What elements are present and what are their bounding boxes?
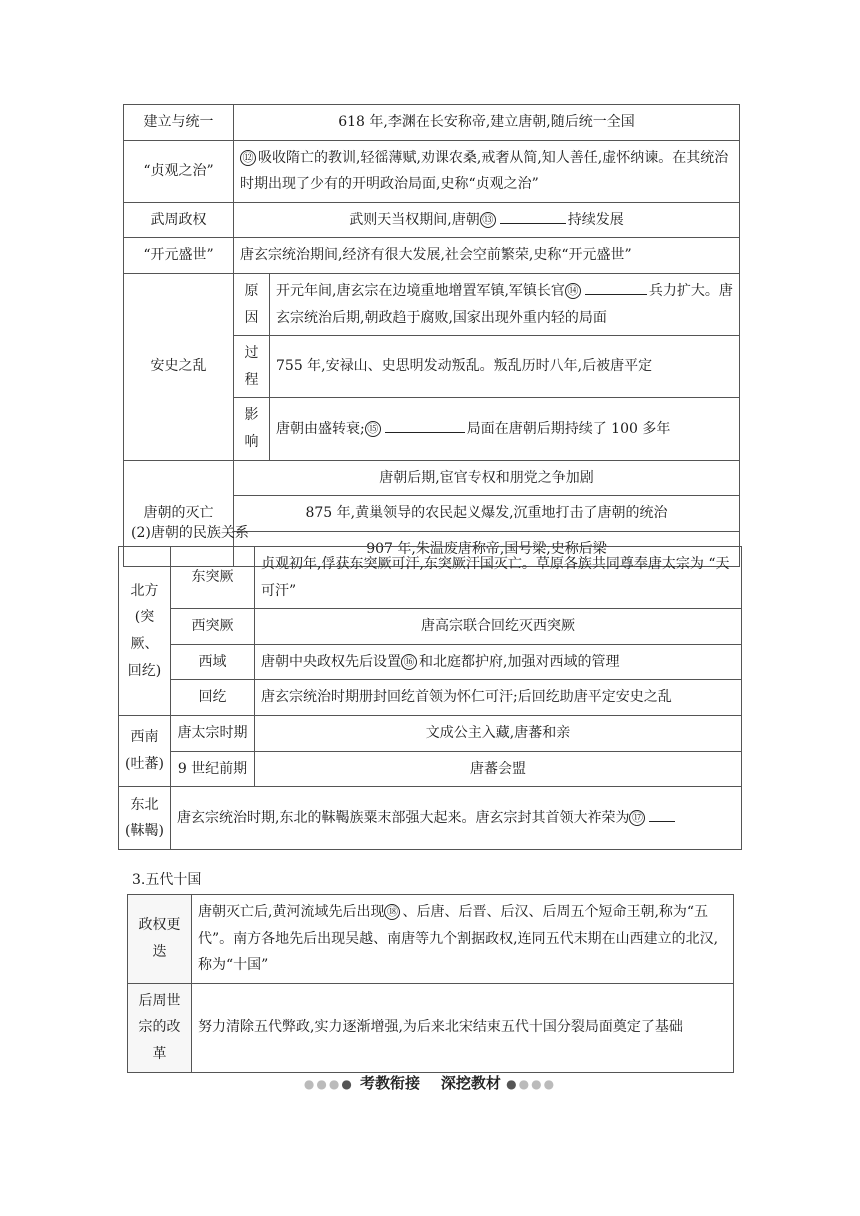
ethnic-relations-table — [118, 546, 742, 850]
row-text: 唐朝由盛转衰; ⑮ 局面在唐朝后期持续了 100 多年 — [270, 398, 740, 460]
row-label: “开元盛世” — [124, 238, 234, 274]
region-label-southwest: 西南 (吐蕃) — [119, 715, 171, 786]
row-text: 唐高宗联合回纥灭西突厥 — [255, 609, 742, 645]
row-label: 武周政权 — [124, 202, 234, 238]
row-text: 唐朝中央政权先后设置 ⑯ 和北庭都护府,加强对西域的管理 — [255, 644, 742, 680]
row-label: 安史之乱 — [124, 273, 234, 460]
fill-blank[interactable] — [649, 807, 675, 822]
circled-number: ⑯ — [401, 654, 417, 670]
dots-decoration: ●●● — [303, 1077, 342, 1091]
table-row — [119, 715, 742, 751]
table-row — [119, 609, 742, 645]
dots-decoration: ●●● — [518, 1077, 557, 1091]
row-text: ⑫ 吸收隋亡的教训,轻徭薄赋,劝课农桑,戒奢从简,知人善任,虚怀纳谏。在其统治时期出现了少有的开明政治局面,史称“贞观之治” — [234, 140, 740, 202]
row-label: 后周世 宗的改革 — [128, 983, 192, 1072]
table-row — [128, 895, 734, 984]
fill-blank[interactable] — [500, 209, 566, 224]
sub-label: 西域 — [171, 644, 255, 680]
row-text: 唐朝后期,宦官专权和朋党之争加剧 — [234, 460, 740, 496]
row-text: 唐玄宗统治期间,经济有很大发展,社会空前繁荣,史称“开元盛世” — [234, 238, 740, 274]
row-label: 政权更迭 — [128, 895, 192, 984]
five-dynasties-table — [127, 894, 734, 1073]
dots-decoration: ● — [506, 1077, 519, 1091]
row-text: 唐朝灭亡后,黄河流域先后出现 ⑱ 、后唐、后晋、后汉、后周五个短命王朝,称为“五代”。南方各地先后出现吴越、南唐等九个割据政权,连同五代末期在山西建立的北汉,称为“十国” — [192, 895, 734, 984]
table-row — [124, 460, 740, 496]
row-label: 建立与统一 — [124, 105, 234, 141]
sub-label: 9 世纪前期 — [171, 751, 255, 787]
row-text: 唐玄宗统治时期册封回纥首领为怀仁可汗;后回纥助唐平定安史之乱 — [255, 680, 742, 716]
sub-label: 东突厥 — [171, 547, 255, 609]
table-row — [119, 751, 742, 787]
sub-label: 回纥 — [171, 680, 255, 716]
section-banner — [0, 1072, 860, 1093]
row-text: 武则天当权期间,唐朝 ⑬ 持续发展 — [234, 202, 740, 238]
table-row — [124, 105, 740, 141]
table-row — [124, 273, 740, 335]
row-label: “贞观之治” — [124, 140, 234, 202]
table-row — [124, 202, 740, 238]
dots-decoration: ● — [341, 1077, 360, 1091]
fill-blank[interactable] — [385, 418, 465, 433]
row-label: 唐朝的灭亡 — [124, 460, 234, 567]
row-text: 唐蕃会盟 — [255, 751, 742, 787]
row-text: 贞观初年,俘获东突厥可汗,东突厥汗国灭亡。草原各族共同尊奉唐太宗为 “天可汗” — [255, 547, 742, 609]
row-text: 618 年,李渊在长安称帝,建立唐朝,随后统一全国 — [234, 105, 740, 141]
table-row — [119, 680, 742, 716]
table-row — [124, 140, 740, 202]
row-text: 755 年,安禄山、史思明发动叛乱。叛乱历时八年,后被唐平定 — [270, 336, 740, 398]
row-text: 875 年,黄巢领导的农民起义爆发,沉重地打击了唐朝的统治 — [234, 496, 740, 532]
region-label-northeast: 东北 (靺鞨) — [119, 787, 171, 850]
tang-dynasty-politics-table — [123, 104, 740, 567]
sub-label: 西突厥 — [171, 609, 255, 645]
circled-number: ⑰ — [629, 810, 645, 826]
row-text: 努力清除五代弊政,实力逐渐增强,为后来北宋结束五代十国分裂局面奠定了基础 — [192, 983, 734, 1072]
sub-label: 过程 — [234, 336, 270, 398]
section-heading: 3.五代十国 — [132, 872, 202, 888]
sub-label: 影响 — [234, 398, 270, 460]
sub-label: 原因 — [234, 273, 270, 335]
circled-number: ⑬ — [480, 212, 496, 228]
circled-number: ⑫ — [240, 150, 256, 166]
circled-number: ⑮ — [365, 421, 381, 437]
row-text: 唐玄宗统治时期,东北的靺鞨族粟末部强大起来。唐玄宗封其首领大祚荣为 ⑰ — [171, 787, 742, 850]
table-row — [128, 983, 734, 1072]
section-heading: (2)唐朝的民族关系 — [131, 525, 249, 541]
banner-right-text: 深挖教材 — [440, 1074, 501, 1092]
table-row — [119, 787, 742, 850]
region-label-north: 北方 (突厥、 回纥) — [119, 547, 171, 716]
fill-blank[interactable] — [585, 280, 647, 295]
row-text: 907 年,朱温废唐称帝,国号梁,史称后梁 — [234, 531, 740, 567]
row-text: 开元年间,唐玄宗在边境重地增置军镇,军镇长官 ⑭ 兵力扩大。唐玄宗统治后期,朝政趋于腐败,国家出现外重内轻的局面 — [270, 273, 740, 335]
table-row — [124, 238, 740, 274]
row-text: 文成公主入藏,唐蕃和亲 — [255, 715, 742, 751]
table-row — [119, 644, 742, 680]
circled-number: ⑱ — [384, 904, 400, 920]
table-row — [119, 547, 742, 609]
sub-label: 唐太宗时期 — [171, 715, 255, 751]
banner-left-text: 考教衔接 — [360, 1074, 421, 1092]
circled-number: ⑭ — [565, 283, 581, 299]
